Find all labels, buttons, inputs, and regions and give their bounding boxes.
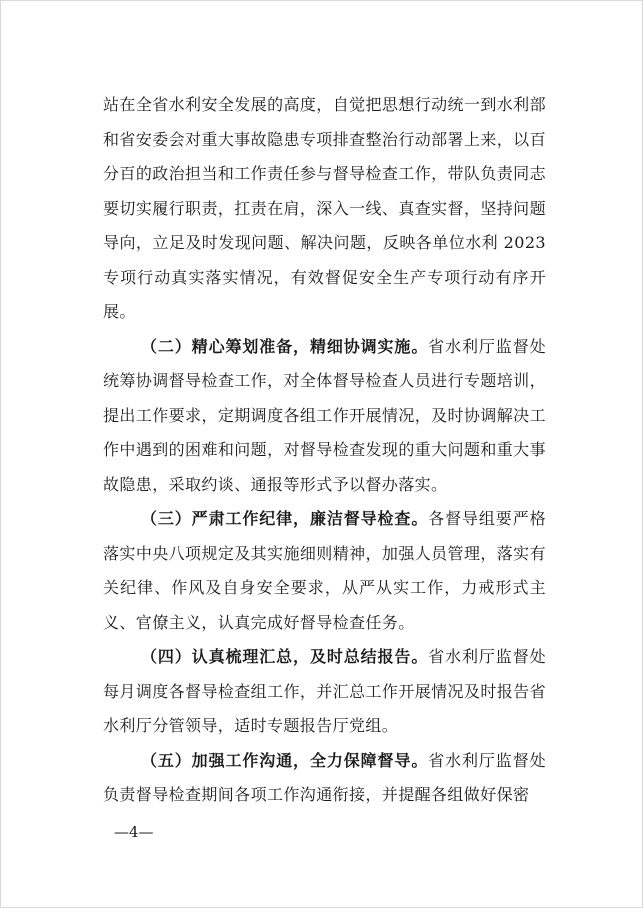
section-heading: （五）加强工作沟通，全力保障督导。 — [141, 750, 429, 770]
paragraph-section-5 — [103, 744, 546, 813]
paragraph-section-2 — [103, 330, 546, 503]
section-heading: （二）精心筹划准备，精细协调实施。 — [141, 336, 429, 356]
paragraph-text: 省水利厅监督处负责督导检查期间各项工作沟通衔接，并提醒各组做好保密 — [103, 750, 546, 804]
document-body — [103, 88, 546, 813]
paragraph-text: 省水利厅监督处每月调度各督导检查组工作，并汇总工作开展情况及时报告省水利厅分管领导，适时专题报告厅党组。 — [103, 647, 546, 735]
paragraph-section-4 — [103, 640, 546, 744]
paragraph-continuation — [103, 88, 546, 330]
paragraph-text: 站在全省水利安全发展的高度，自觉把思想行动统一到水利部和省安委会对重大事故隐患专项排查整治行动部署上来，以百分百的政治担当和工作责任参与督导检查工作，带队负责同志要切实履行职责，扛责在肩，深入一线、真查实督，坚持问题导向，立足及时发现问题、解决问题，反映各单位水利 2023 专项行动真实落实情况，有效督促安全生产专项行动有序开展。 — [103, 95, 546, 321]
section-heading: （三）严肃工作纪律，廉洁督导检查。 — [141, 509, 429, 528]
section-heading: （四）认真梳理汇总，及时总结报告。 — [141, 647, 429, 666]
page-number: —4— — [114, 823, 154, 841]
paragraph-section-3 — [103, 502, 546, 640]
paragraph-text: 各督导组要严格落实中央八项规定及其实施细则精神，加强人员管理，落实有关纪律、作风及自身安全要求，从严从实工作，力戒形式主义、官僚主义，认真完成好督导检查任务。 — [103, 509, 546, 632]
paragraph-text: 省水利厅监督处统筹协调督导检查工作，对全体督导检查人员进行专题培训，提出工作要求，定期调度各组工作开展情况，及时协调解决工作中遇到的困难和问题，对督导检查发现的重大问题和重大事故隐患，采取约谈、通报等形式予以督办落实。 — [103, 336, 546, 494]
